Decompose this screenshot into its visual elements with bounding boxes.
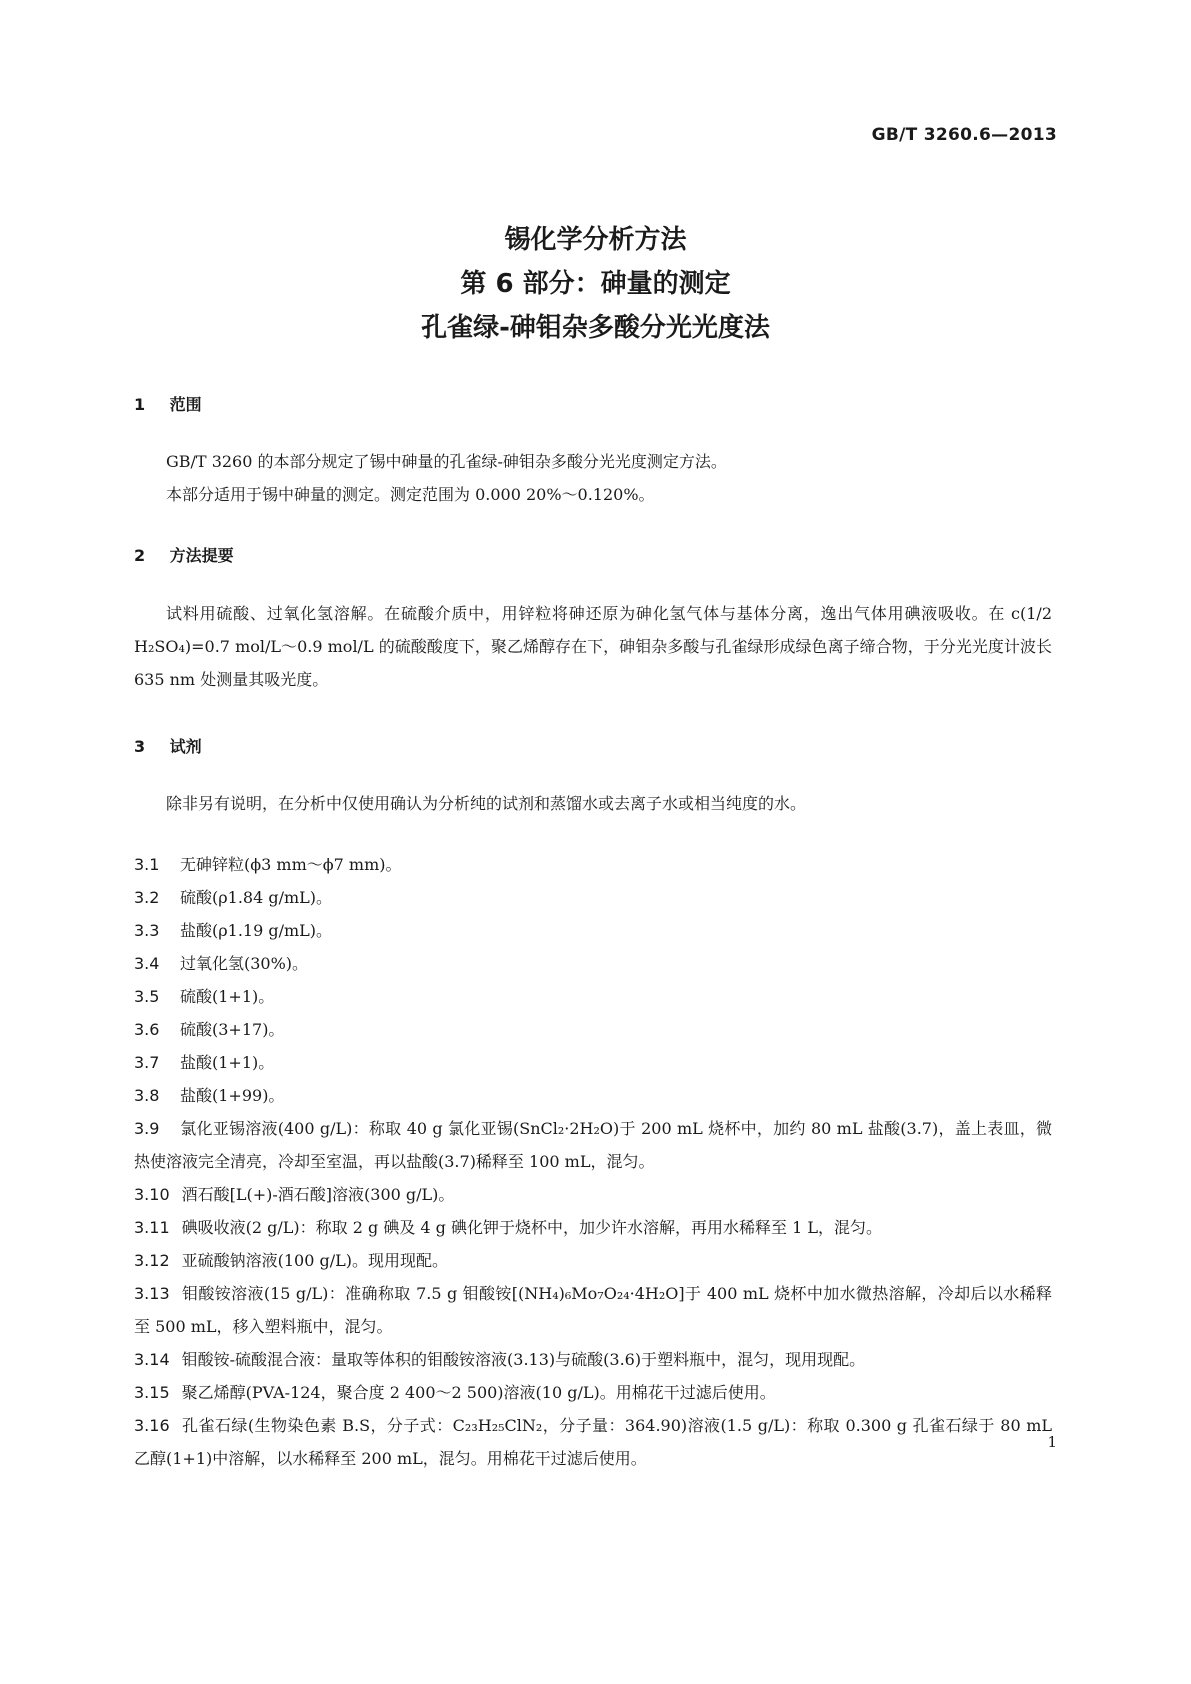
- item-number: 3.16: [134, 1416, 170, 1435]
- title-line-3: 孔雀绿-砷钼杂多酸分光光度法: [421, 313, 770, 343]
- item-text: 硫酸(ρ1.84 g/mL)。: [180, 888, 333, 907]
- section-number: 1: [134, 395, 146, 414]
- paragraph: GB/T 3260 的本部分规定了锡中砷量的孔雀绿-砷钼杂多酸分光光度测定方法。: [166, 452, 727, 471]
- list-item: [134, 980, 1052, 1013]
- item-number: 3.3: [134, 921, 160, 940]
- item-number: 3.7: [134, 1053, 160, 1072]
- item-text: 聚乙烯醇(PVA-124，聚合度 2 400～2 500)溶液(10 g/L)。用棉花干过滤后使用。: [181, 1383, 776, 1402]
- item-number: 3.13: [134, 1284, 170, 1303]
- item-number: 3.9: [134, 1119, 160, 1138]
- item-text: 钼酸铵溶液(15 g/L)：准确称取 7.5 g 钼酸铵[(NH₄)₆Mo₇O₂₄·4H₂O]于 400 mL 烧杯中加水微热溶解，冷却后以水稀释至 500 mL，移入塑料瓶中，混匀。: [134, 1284, 1052, 1336]
- title-line-2: 第 6 部分：砷量的测定: [460, 269, 731, 299]
- item-number: 3.12: [134, 1251, 170, 1270]
- list-item: [134, 947, 1052, 980]
- paragraph: 除非另有说明，在分析中仅使用确认为分析纯的试剂和蒸馏水或去离子水或相当纯度的水。: [166, 794, 807, 813]
- section-2-heading: [134, 543, 234, 566]
- page-number: 1: [1047, 1433, 1057, 1451]
- item-number: 3.10: [134, 1185, 170, 1204]
- list-item: [134, 1013, 1052, 1046]
- paragraph: 本部分适用于锡中砷量的测定。测定范围为 0.000 20%～0.120%。: [166, 485, 655, 504]
- item-text: 盐酸(1+1)。: [180, 1053, 275, 1072]
- paragraph: 试料用硫酸、过氧化氢溶解。在硫酸介质中，用锌粒将砷还原为砷化氢气体与基体分离，逸出气体用碘液吸收。在 c(1/2 H₂SO₄)=0.7 mol/L～0.9 mol/L 的硫酸酸度下，聚乙烯醇存在下，砷钼杂多酸与孔雀绿形成绿色离子缔合物，于分光光度计波长 635 nm 处测量其吸光度。: [134, 604, 1052, 689]
- section-title: 方法提要: [169, 546, 234, 565]
- item-text: 盐酸(ρ1.19 g/mL)。: [180, 921, 333, 940]
- item-number: 3.2: [134, 888, 160, 907]
- title-line-1: 锡化学分析方法: [504, 225, 687, 255]
- list-item: [134, 1277, 1052, 1343]
- list-item: [134, 1376, 1052, 1409]
- list-item: [134, 1409, 1052, 1475]
- section-2-body: [134, 597, 1052, 696]
- item-text: 孔雀石绿(生物染色素 B.S，分子式：C₂₃H₂₅ClN₂，分子量：364.90)溶液(1.5 g/L)：称取 0.300 g 孔雀石绿于 80 mL 乙醇(1+1)中溶解，以水稀释至 200 mL，混匀。用棉花干过滤后使用。: [134, 1416, 1052, 1468]
- list-item: [134, 1079, 1052, 1112]
- section-number: 2: [134, 546, 146, 565]
- item-number: 3.14: [134, 1350, 170, 1369]
- list-item: [134, 914, 1052, 947]
- item-text: 过氧化氢(30%)。: [180, 954, 309, 973]
- item-text: 酒石酸[L(+)-酒石酸]溶液(300 g/L)。: [181, 1185, 455, 1204]
- item-text: 硫酸(1+1)。: [180, 987, 275, 1006]
- list-item: [134, 848, 1052, 881]
- section-title: 范围: [169, 395, 202, 414]
- section-1-body: [134, 445, 1052, 511]
- section-number: 3: [134, 737, 146, 756]
- document-title: [0, 218, 1191, 350]
- list-item: [134, 1112, 1052, 1178]
- item-text: 钼酸铵-硫酸混合液：量取等体积的钼酸铵溶液(3.13)与硫酸(3.6)于塑料瓶中，混匀，现用现配。: [181, 1350, 866, 1369]
- standard-number: GB/T 3260.6—2013: [871, 125, 1057, 145]
- item-number: 3.15: [134, 1383, 170, 1402]
- list-item: [134, 1046, 1052, 1079]
- item-text: 无砷锌粒(ϕ3 mm～ϕ7 mm)。: [180, 855, 402, 874]
- item-text: 硫酸(3+17)。: [180, 1020, 285, 1039]
- list-item: [134, 1211, 1052, 1244]
- item-number: 3.6: [134, 1020, 160, 1039]
- item-number: 3.8: [134, 1086, 160, 1105]
- list-item: [134, 1178, 1052, 1211]
- item-number: 3.5: [134, 987, 160, 1006]
- list-item: [134, 1343, 1052, 1376]
- item-text: 亚硫酸钠溶液(100 g/L)。现用现配。: [181, 1251, 448, 1270]
- item-text: 碘吸收液(2 g/L)：称取 2 g 碘及 4 g 碘化钾于烧杯中，加少许水溶解，再用水稀释至 1 L，混匀。: [181, 1218, 882, 1237]
- item-number: 3.11: [134, 1218, 170, 1237]
- item-text: 氯化亚锡溶液(400 g/L)：称取 40 g 氯化亚锡(SnCl₂·2H₂O)于 200 mL 烧杯中，加约 80 mL 盐酸(3.7)，盖上表皿，微热使溶液完全清亮，冷却至室温，再以盐酸(3.7)稀释至 100 mL，混匀。: [134, 1119, 1052, 1171]
- list-item: [134, 881, 1052, 914]
- reagent-list: [134, 848, 1052, 1475]
- section-title: 试剂: [169, 737, 202, 756]
- list-item: [134, 1244, 1052, 1277]
- section-3-heading: [134, 734, 202, 757]
- item-number: 3.4: [134, 954, 160, 973]
- section-1-heading: [134, 392, 202, 415]
- item-number: 3.1: [134, 855, 160, 874]
- section-3-intro: [134, 787, 1052, 820]
- item-text: 盐酸(1+99)。: [180, 1086, 285, 1105]
